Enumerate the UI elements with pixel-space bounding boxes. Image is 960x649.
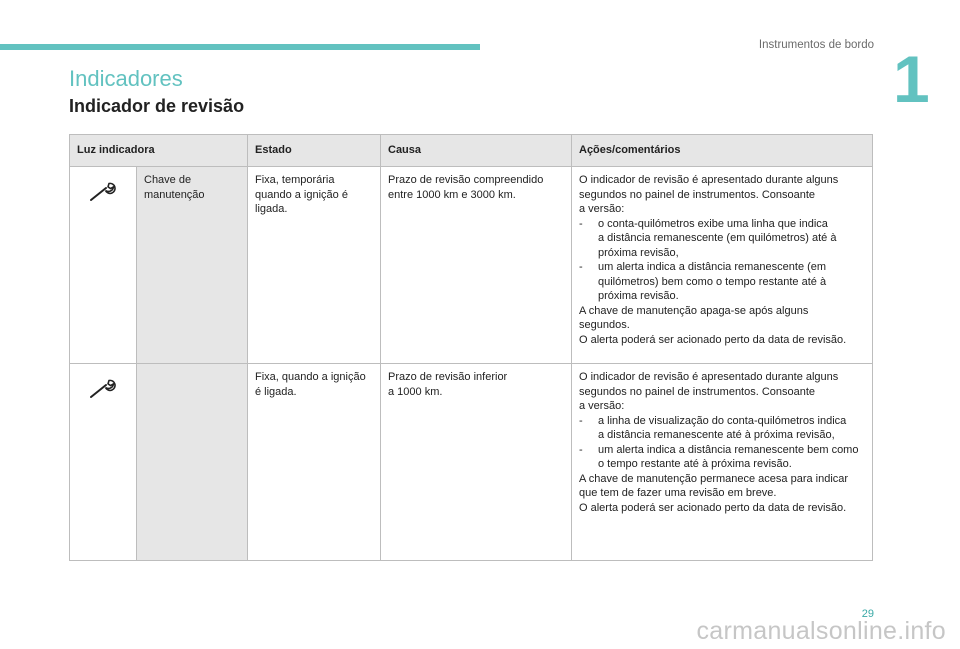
causa-line: Prazo de revisão compreendido (388, 174, 544, 186)
acoes-line: a versão: (579, 400, 625, 412)
bullet-text: o tempo restante até à próxima revisão. (598, 458, 792, 470)
bullet-text: a distância remanescente (em quilómetros) até à (598, 232, 837, 244)
indicator-name-line: manutenção (144, 188, 205, 201)
column-header-luz: Luz indicadora (70, 135, 248, 167)
acoes-line: O alerta poderá ser acionado perto da data de revisão. (579, 333, 847, 346)
bullet-text: a linha de visualização do conta-quilómetros indica (598, 414, 847, 427)
causa-line: entre 1000 km e 3000 km. (388, 188, 516, 201)
bullet-text: o conta-quilómetros exibe uma linha que indica (598, 217, 828, 230)
causa-line: a 1000 km. (388, 385, 443, 398)
acoes-line: O indicador de revisão é apresentado durante alguns (579, 371, 839, 383)
bullet-text: um alerta indica a distância remanescente (em (598, 261, 827, 273)
acoes-bullet (579, 217, 865, 261)
bullet-dash: - (579, 443, 583, 456)
acoes-bullet (579, 443, 865, 472)
acoes-line: A chave de manutenção apaga-se após alguns (579, 304, 809, 317)
estado-line: quando a ignição é (255, 188, 348, 201)
table-header-row (70, 135, 873, 167)
causa-line: Prazo de revisão inferior (388, 371, 508, 383)
causa-cell (381, 167, 572, 364)
estado-line: é ligada. (255, 385, 297, 398)
section-header: Instrumentos de bordo (758, 39, 874, 51)
watermark: carmanualsonline.info (696, 617, 946, 645)
icon-cell (70, 167, 137, 364)
acoes-line: O alerta poderá ser acionado perto da data de revisão. (579, 501, 847, 514)
column-header-causa: Causa (381, 135, 572, 167)
acoes-bullet (579, 414, 865, 443)
estado-cell (248, 364, 381, 561)
page-number: 29 (861, 608, 874, 620)
acoes-cell (572, 364, 873, 561)
chapter-number: 1 (893, 42, 930, 116)
acoes-line: segundos. (579, 319, 630, 331)
bullet-text: próxima revisão, (598, 246, 679, 259)
estado-cell (248, 167, 381, 364)
wrench-icon (88, 181, 118, 203)
bullet-text: quilómetros) bem como o tempo restante até à (598, 275, 827, 288)
top-accent-bar (0, 44, 480, 50)
bullet-dash: - (579, 261, 583, 273)
bullet-text: a distância remanescente até à próxima revisão, (598, 429, 835, 441)
wrench-icon (88, 378, 118, 400)
indicator-name-cell (137, 364, 248, 561)
bullet-text: próxima revisão. (598, 290, 679, 302)
bullet-dash: - (579, 217, 583, 230)
causa-cell (381, 364, 572, 561)
acoes-line: que tem de fazer uma revisão em breve. (579, 487, 777, 499)
acoes-line: segundos no painel de instrumentos. Consoante (579, 385, 816, 398)
table-row (70, 167, 873, 364)
column-header-estado: Estado (248, 135, 381, 167)
acoes-line: O indicador de revisão é apresentado durante alguns (579, 174, 839, 186)
estado-line: Fixa, temporária (255, 174, 335, 186)
column-header-acoes: Ações/comentários (572, 135, 873, 167)
estado-line: Fixa, quando a ignição (255, 371, 366, 383)
icon-cell (70, 364, 137, 561)
bullet-dash: - (579, 414, 583, 427)
acoes-line: A chave de manutenção permanece acesa para indicar (579, 472, 849, 485)
acoes-bullet (579, 260, 865, 304)
page-heading: Indicadores (69, 66, 183, 91)
indicator-name-cell (137, 167, 248, 364)
acoes-line: a versão: (579, 203, 625, 215)
table-row (70, 364, 873, 561)
acoes-line: segundos no painel de instrumentos. Consoante (579, 188, 816, 201)
indicator-table (69, 134, 873, 561)
estado-line: ligada. (255, 203, 288, 215)
indicator-name-line: Chave de (144, 174, 192, 186)
acoes-cell (572, 167, 873, 364)
page-subheading: Indicador de revisão (69, 96, 245, 116)
bullet-text: um alerta indica a distância remanescente bem como (598, 443, 859, 456)
